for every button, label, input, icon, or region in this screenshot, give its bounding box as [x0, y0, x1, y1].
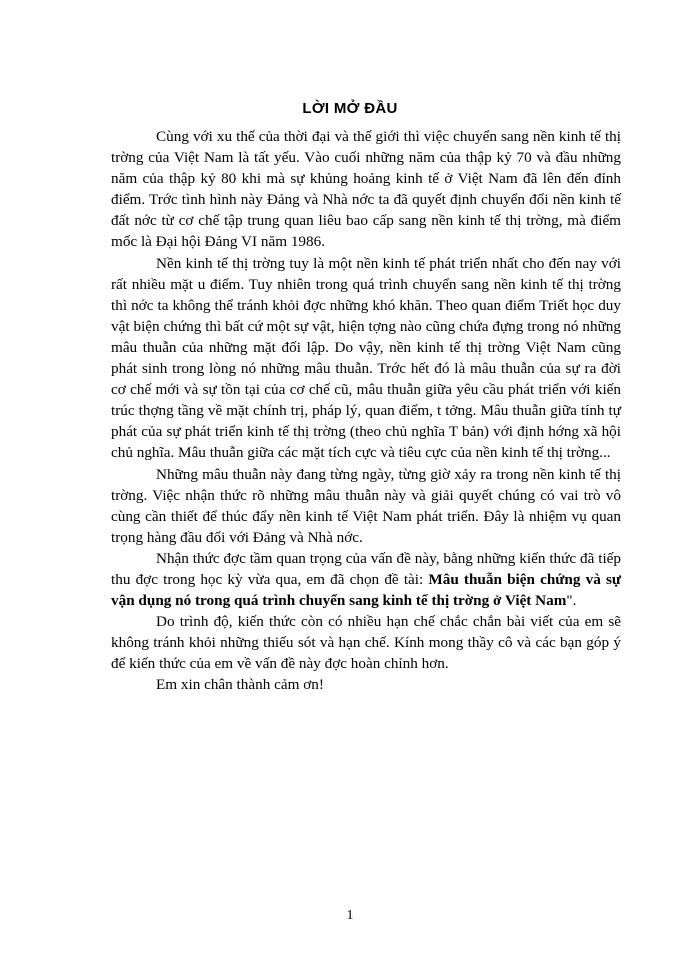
paragraph-limitations: Do trình độ, kiến thức còn có nhiều hạn chế chắc chắn bài viết của em sẽ không tránh khỏi những thiếu sót và hạn chế. Kính mong thầy cô và các bạn góp ý để kiến thức của em về vấn đề này đợc hoàn chỉnh hơn. [111, 613, 621, 673]
topic-end: ". [566, 592, 577, 610]
paragraph-intro: Cùng với xu thế của thời đại và thế giới thì việc chuyển sang nền kinh tế thị trờng của Việt Nam là tất yếu. Vào cuối những năm của thập kỷ 70 và đầu những năm của thập kỷ 80 khi mà sự khủng hoảng kinh tế ở Việt Nam đã lên đến đỉnh điểm. Trớc tình hình này Đảng và Nhà nớc ta đã quyết định chuyển đổi nền kinh tế đất nớc từ cơ chế tập trung quan liêu bao cấp sang nền kinh tế thị trờng, mà điểm mốc là Đại hội Đảng VI năm 1986. [111, 128, 621, 251]
topic-title: Mâu thuẫn biện chứng và sự vận dụng nó trong quá trình chuyển sang kinh tế thị trờng ở Việt Nam [111, 570, 621, 610]
document-body [111, 126, 621, 696]
page-title: LỜI MỞ ĐẦU [302, 100, 398, 117]
topic-text: Nhận thức đợc tầm quan trọng của vấn đề này, bằng những kiến thức đã tiếp thu đợc trong học kỳ vừa qua, em đã chọn đề tài: [111, 549, 621, 588]
paragraph-thanks: Em xin chân thành cảm ơn! [156, 676, 324, 694]
page-number: 1 [346, 908, 354, 923]
paragraph-contradictions: Nền kinh tế thị trờng tuy là một nền kinh tế phát triển nhất cho đến nay với rất nhiều mặt u điểm. Tuy nhiên trong quá trình chuyển sang nền kinh tế thị trờng thì nớc ta không thể tránh khỏi đợc những khó khăn. Theo quan điểm Triết học duy vật biện chứng thì bất cứ một sự vật, hiện tợng nào cũng chứa đựng trong nó những mâu thuẫn của những mặt đối lập. Do vậy, nền kinh tế thị trờng Việt Nam cũng phát sinh trong lòng nó những mâu thuẫn. Trớc hết đó là mâu thuẫn của sự ra đời cơ chế mới và sự tồn tại của cơ chế cũ, mâu thuẫn giữa yêu cầu phát triển với kiến trúc thợng tầng về mặt chính trị, pháp lý, quan điểm, t tởng. Mâu thuẫn giữa tính tự phát của sự phát triển kinh tế thị trờng (theo chủ nghĩa T bản) với định hớng xã hội chủ nghĩa. Mâu thuẫn giữa các mặt tích cực và tiêu cực của nền kinh tế thị trờng... [111, 254, 621, 462]
paragraph-importance: Những mâu thuẫn này đang từng ngày, từng giờ xảy ra trong nền kinh tế thị trờng. Việc nhận thức rõ những mâu thuẫn này và giải quyết chúng có vai trò vô cùng cần thiết để thúc đẩy nền kinh tế Việt Nam phát triển. Đây là nhiệm vụ quan trọng hàng đầu đối với Đảng và Nhà nớc. [111, 465, 621, 546]
paragraph-topic [111, 548, 621, 611]
